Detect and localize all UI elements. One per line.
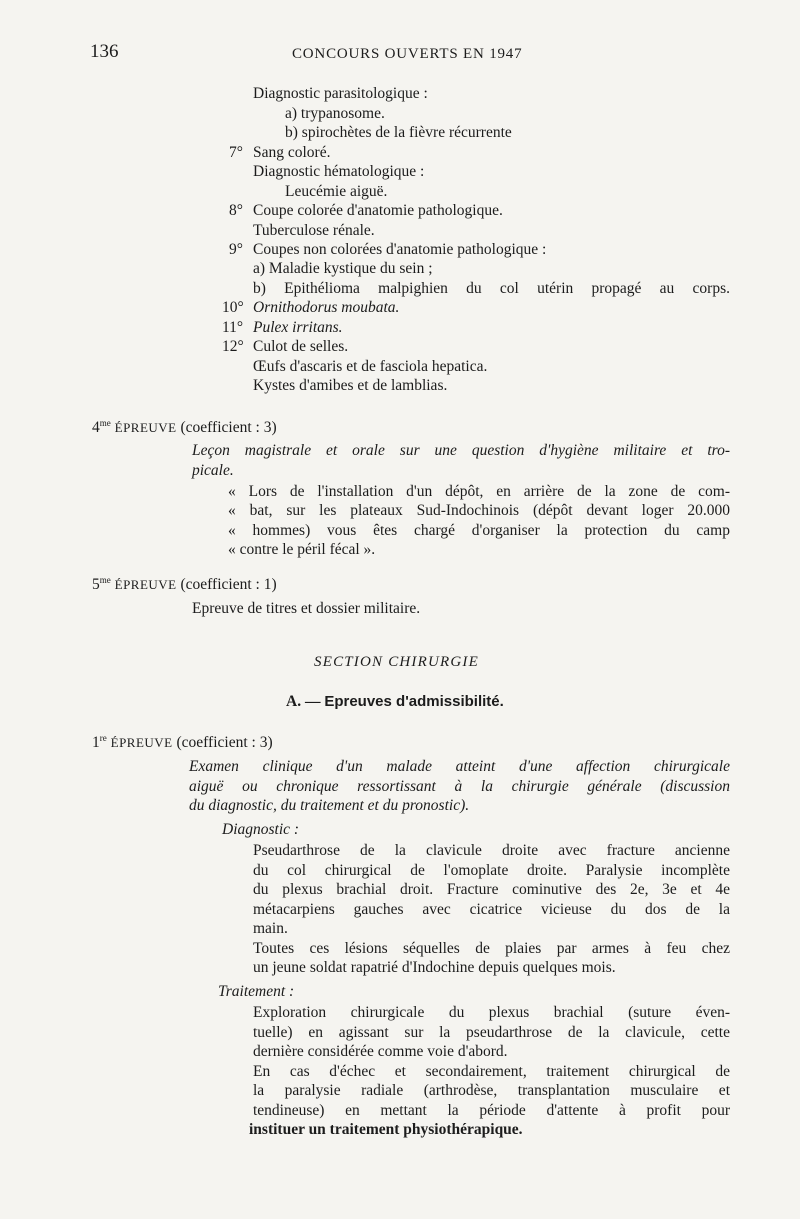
list-line: Ornithodorus moubata. bbox=[253, 299, 400, 316]
list-line: Tuberculose rénale. bbox=[253, 222, 375, 239]
traitement-line: instituer un traitement physiothérapique. bbox=[249, 1121, 523, 1138]
traitement-line: Exploration chirurgicale du plexus brachial (suture éven- bbox=[253, 1004, 730, 1021]
quote-line: « bat, sur les plateaux Sud-Indochinois (dépôt devant loger 20.000 bbox=[228, 502, 730, 519]
traitement-line: la paralysie radiale (arthrodèse, transplantation musculaire et bbox=[253, 1082, 730, 1099]
section-subtitle-prefix: A. — bbox=[286, 693, 321, 710]
section-subtitle bbox=[286, 692, 504, 712]
list-number: 9° bbox=[229, 241, 243, 258]
traitement-line: dernière considérée comme voie d'abord. bbox=[253, 1043, 508, 1060]
epreuve-coefficient: (coefficient : 3) bbox=[180, 419, 277, 436]
section-title: SECTION CHIRURGIE bbox=[314, 654, 479, 670]
epreuve-title: du diagnostic, du traitement et du pronostic). bbox=[189, 797, 470, 814]
traitement-line: tendineuse) en mettant la période d'attente à profit pour bbox=[253, 1102, 730, 1119]
traitement-line: tuelle) en agissant sur la pseudarthrose de la clavicule, cette bbox=[253, 1024, 730, 1041]
diagnostic-line: Toutes ces lésions séquelles de plaies par armes à feu chez bbox=[253, 940, 730, 957]
list-number: 11° bbox=[222, 319, 244, 336]
list-line: Culot de selles. bbox=[253, 338, 349, 355]
diagnostic-line: main. bbox=[253, 920, 288, 937]
epreuve-label: ÉPREUVE bbox=[114, 420, 177, 435]
diagnostic-line: un jeune soldat rapatrié d'Indochine depuis quelques mois. bbox=[253, 959, 616, 976]
quote-line: « contre le péril fécal ». bbox=[228, 541, 376, 558]
list-number: 10° bbox=[222, 299, 244, 316]
epreuve-ordinal-suffix: me bbox=[99, 417, 111, 428]
epreuve-ordinal: 4 bbox=[92, 419, 100, 436]
list-number: 8° bbox=[229, 202, 243, 219]
list-line: Diagnostic parasitologique : bbox=[253, 85, 428, 102]
epreuve-ordinal-suffix: re bbox=[99, 732, 107, 743]
epreuve-text: Epreuve de titres et dossier militaire. bbox=[192, 600, 421, 617]
list-line: Leucémie aiguë. bbox=[285, 183, 388, 200]
list-number: 12° bbox=[222, 338, 244, 355]
section-subtitle-text: Epreuves d'admissibilité. bbox=[324, 693, 504, 710]
running-title: CONCOURS OUVERTS EN 1947 bbox=[292, 46, 523, 62]
epreuve-ordinal: 5 bbox=[92, 576, 100, 593]
epreuve-coefficient: (coefficient : 1) bbox=[180, 576, 277, 593]
traitement-line: En cas d'échec et secondairement, traitement chirurgical de bbox=[253, 1063, 730, 1080]
list-line: b) Epithélioma malpighien du col utérin propagé au corps. bbox=[253, 280, 730, 297]
diagnostic-line: du col chirurgical de l'omoplate droite. Paralysie incomplète bbox=[253, 862, 730, 879]
list-line: Coupe colorée d'anatomie pathologique. bbox=[253, 202, 503, 219]
epreuve-title: Leçon magistrale et orale sur une question d'hygiène militaire et tro- bbox=[192, 442, 730, 459]
traitement-label: Traitement : bbox=[218, 983, 295, 1000]
diagnostic-line: Pseudarthrose de la clavicule droite avec fracture ancienne bbox=[253, 842, 730, 859]
page-number: 136 bbox=[90, 41, 119, 62]
epreuve-coefficient: (coefficient : 3) bbox=[176, 734, 273, 751]
quote-line: « hommes) vous êtes chargé d'organiser la protection du camp bbox=[228, 522, 730, 539]
list-line: b) spirochètes de la fièvre récurrente bbox=[285, 124, 512, 141]
list-line: Coupes non colorées d'anatomie pathologique : bbox=[253, 241, 547, 258]
list-line: a) trypanosome. bbox=[285, 105, 385, 122]
epreuve-title: Examen clinique d'un malade atteint d'une affection chirurgicale bbox=[189, 758, 730, 775]
list-line: a) Maladie kystique du sein ; bbox=[253, 260, 433, 277]
list-line: Sang coloré. bbox=[253, 144, 331, 161]
list-line: Diagnostic hématologique : bbox=[253, 163, 425, 180]
epreuve-title: picale. bbox=[192, 462, 234, 479]
epreuve-heading bbox=[92, 575, 277, 595]
epreuve-title: aiguë ou chronique ressortissant à la chirurgie générale (discussion bbox=[189, 778, 730, 795]
diagnostic-line: métacarpiens gauches avec cicatrice vicieuse du dos de la bbox=[253, 901, 730, 918]
epreuve-label: ÉPREUVE bbox=[114, 577, 177, 592]
epreuve-heading bbox=[92, 418, 277, 438]
list-line: Pulex irritans. bbox=[253, 319, 343, 336]
list-line: Kystes d'amibes et de lamblias. bbox=[253, 377, 448, 394]
epreuve-label: ÉPREUVE bbox=[110, 735, 173, 750]
list-number: 7° bbox=[229, 144, 243, 161]
epreuve-ordinal: 1 bbox=[92, 734, 100, 751]
epreuve-ordinal-suffix: me bbox=[99, 574, 111, 585]
list-line: Œufs d'ascaris et de fasciola hepatica. bbox=[253, 358, 488, 375]
diagnostic-line: du plexus brachial droit. Fracture cominutive des 2e, 3e et 4e bbox=[253, 881, 730, 898]
diagnostic-label: Diagnostic : bbox=[222, 821, 300, 838]
epreuve-heading bbox=[92, 733, 273, 753]
quote-line: « Lors de l'installation d'un dépôt, en arrière de la zone de com- bbox=[228, 483, 730, 500]
